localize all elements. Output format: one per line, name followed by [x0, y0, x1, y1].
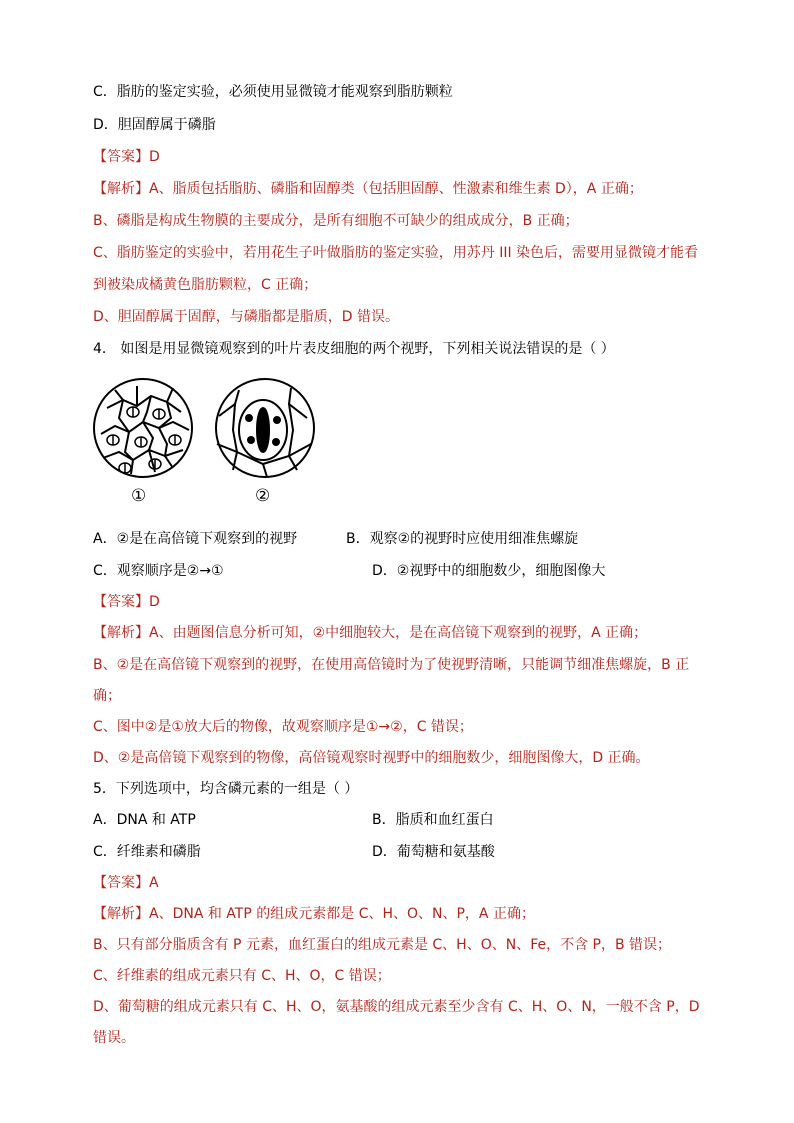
q4-analysis-line-4: C、图中②是①放大后的物像，故观察顺序是①→②，C 错误； — [93, 719, 473, 735]
analysis-text: A、由题图信息分析可知，②中细胞较大，是在高倍镜下观察到的视野，A 正确； — [149, 625, 648, 641]
q5-analysis-line-2: B、只有部分脂质含有 P 元素，血红蛋白的组成元素是 C、H、O、N、Fe，不含 P，B 错误； — [93, 937, 672, 953]
microscope-figure — [93, 360, 323, 520]
q5-analysis-line-5: 错误。 — [93, 1030, 135, 1046]
microscope-views-svg — [93, 360, 323, 520]
q4-answer-line — [93, 592, 160, 612]
answer-tag: 【答案】 — [93, 149, 149, 165]
analysis-tag: 【解析】 — [93, 906, 149, 922]
q3-analysis-line-5: D、胆固醇属于固醇，与磷脂都是脂质，D 错误。 — [93, 309, 400, 325]
q3-option-d: D．胆固醇属于磷脂 — [93, 117, 216, 133]
analysis-tag: 【解析】 — [93, 625, 149, 641]
view-1-low-magnification — [94, 379, 192, 477]
q4-analysis-line-5: D、②是高倍镜下观察到的物像，高倍镜观察时视野中的细胞数少，细胞图像大，D 正确。 — [93, 750, 650, 766]
q3-answer-line — [93, 147, 160, 167]
analysis-text: A、脂质包括脂肪、磷脂和固醇类（包括胆固醇、性激素和维生素 D），A 正确； — [149, 181, 643, 197]
q5-option-b: B．脂质和血红蛋白 — [372, 812, 494, 828]
q5-analysis-line-4: D、葡萄糖的组成元素只有 C、H、O，氨基酸的组成元素至少含有 C、H、O、N，一般不含 P，D — [93, 999, 700, 1015]
q4-analysis-line-2: B、②是在高倍镜下观察到的视野，在使用高倍镜时为了使视野清晰，只能调节细准焦螺旋，B 正 — [93, 657, 690, 673]
fig-label-1: ① — [131, 486, 147, 506]
q5-answer-line — [93, 873, 159, 893]
q3-option-c: C．脂肪的鉴定实验，必须使用显微镜才能观察到脂肪颗粒 — [93, 84, 453, 100]
analysis-text: A、DNA 和 ATP 的组成元素都是 C、H、O、N、P，A 正确； — [149, 906, 535, 922]
q4-option-d: D．②视野中的细胞数少，细胞图像大 — [372, 563, 606, 579]
q4-analysis-line-3: 确； — [93, 688, 121, 704]
answer-value: D — [149, 149, 160, 165]
q5-option-c: C．纤维素和磷脂 — [93, 844, 201, 860]
q4-option-b: B．观察②的视野时应使用细准焦螺旋 — [346, 531, 579, 547]
q3-analysis-line-3: C、脂肪鉴定的实验中，若用花生子叶做脂肪的鉴定实验，用苏丹 III 染色后，需要用显微镜才能看 — [93, 245, 699, 261]
view-2-stoma — [239, 400, 287, 460]
q5-analysis-line-3: C、纤维素的组成元素只有 C、H、O，C 错误； — [93, 968, 391, 984]
q4-option-c: C．观察顺序是②→① — [93, 563, 224, 579]
answer-value: D — [149, 594, 160, 610]
q5-option-a: A．DNA 和 ATP — [93, 812, 196, 828]
answer-value: A — [149, 875, 159, 891]
q4-option-a: A．②是在高倍镜下观察到的视野 — [93, 531, 298, 547]
answer-tag: 【答案】 — [93, 875, 149, 891]
q4-analysis-line-1 — [93, 623, 647, 643]
q5-stem: 5．下列选项中，均含磷元素的一组是（ ） — [93, 781, 359, 797]
q3-analysis-line-4: 到被染成橘黄色脂肪颗粒，C 正确； — [93, 277, 318, 293]
q4-stem: 4． 如图是用显微镜观察到的叶片表皮细胞的两个视野，下列相关说法错误的是（ ） — [93, 341, 615, 357]
answer-tag: 【答案】 — [93, 594, 149, 610]
q3-analysis-line-2: B、磷脂是构成生物膜的主要成分，是所有细胞不可缺少的组成成分，B 正确； — [93, 213, 579, 229]
analysis-tag: 【解析】 — [93, 181, 149, 197]
fig-label-2: ② — [255, 486, 271, 506]
q3-analysis-line-1 — [93, 179, 643, 199]
q5-option-d: D．葡萄糖和氨基酸 — [372, 844, 495, 860]
q5-analysis-line-1 — [93, 904, 535, 924]
